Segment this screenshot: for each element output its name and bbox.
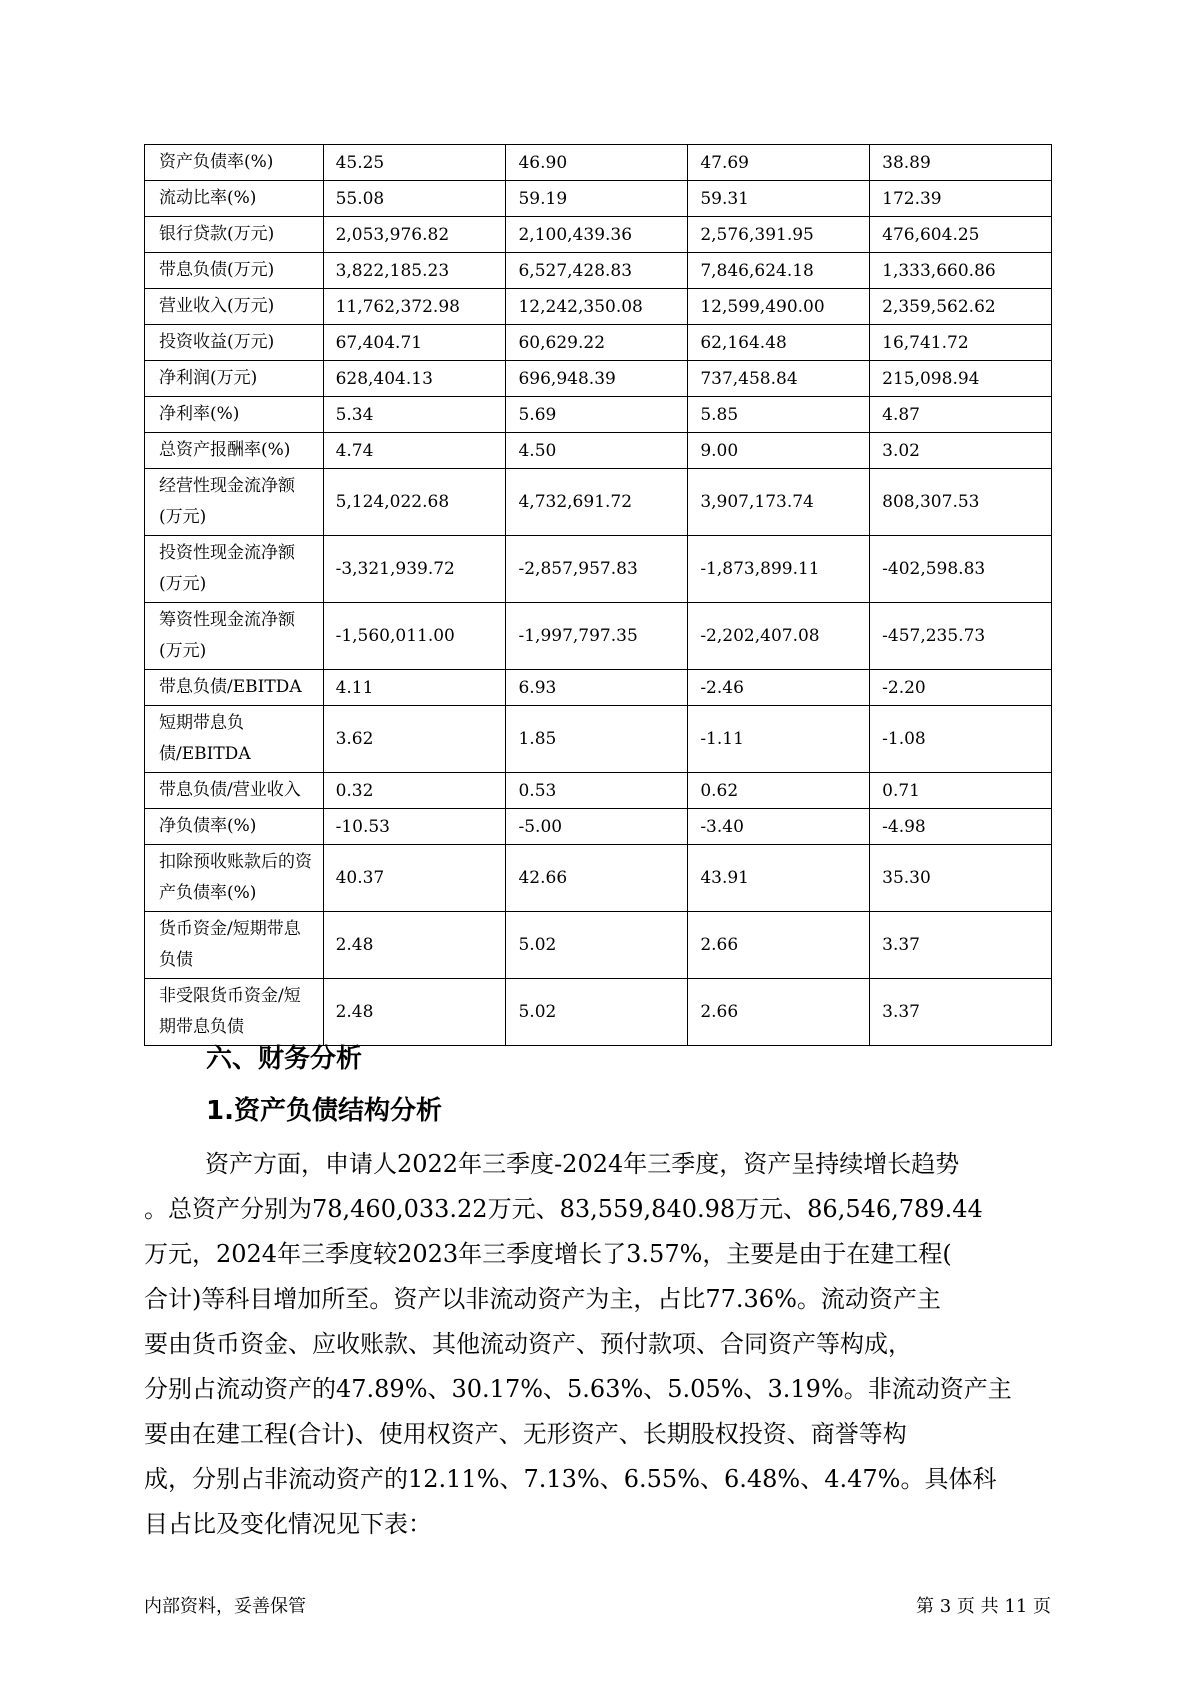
- value-cell: 16,741.72: [870, 325, 1052, 361]
- value-cell: -2.20: [870, 670, 1052, 706]
- table-row: [145, 809, 1052, 845]
- table-row: [145, 145, 1052, 181]
- value-cell: 6,527,428.83: [506, 253, 688, 289]
- value-cell: -1,873,899.11: [688, 536, 870, 603]
- value-cell: 5.85: [688, 397, 870, 433]
- table-row: [145, 361, 1052, 397]
- row-label-cell: 扣除预收账款后的资产负债率(%): [145, 845, 324, 912]
- row-label-cell: 投资性现金流净额(万元): [145, 536, 324, 603]
- value-cell: -457,235.73: [870, 603, 1052, 670]
- row-label-cell: 银行贷款(万元): [145, 217, 324, 253]
- value-cell: 0.62: [688, 773, 870, 809]
- table-row: [145, 603, 1052, 670]
- value-cell: 9.00: [688, 433, 870, 469]
- table-row: [145, 469, 1052, 536]
- value-cell: 4.50: [506, 433, 688, 469]
- value-cell: 172.39: [870, 181, 1052, 217]
- value-cell: -2.46: [688, 670, 870, 706]
- table-row: [145, 912, 1052, 979]
- value-cell: 2.48: [323, 912, 506, 979]
- value-cell: 476,604.25: [870, 217, 1052, 253]
- value-cell: 0.71: [870, 773, 1052, 809]
- table-row: [145, 325, 1052, 361]
- value-cell: 2.66: [688, 979, 870, 1046]
- paragraph-line: 要由在建工程(合计)、使用权资产、无形资产、长期股权投资、商誉等构: [144, 1420, 907, 1448]
- value-cell: 3.02: [870, 433, 1052, 469]
- table-row: [145, 397, 1052, 433]
- value-cell: 12,599,490.00: [688, 289, 870, 325]
- value-cell: 2,100,439.36: [506, 217, 688, 253]
- value-cell: 737,458.84: [688, 361, 870, 397]
- section-title: 六、财务分析: [206, 1044, 363, 1074]
- table-row: [145, 536, 1052, 603]
- value-cell: -1,560,011.00: [323, 603, 506, 670]
- row-label-cell: 资产负债率(%): [145, 145, 324, 181]
- paragraph-line: 要由货币资金、应收账款、其他流动资产、预付款项、合同资产等构成，: [144, 1330, 912, 1358]
- value-cell: 4,732,691.72: [506, 469, 688, 536]
- value-cell: 62,164.48: [688, 325, 870, 361]
- value-cell: 46.90: [506, 145, 688, 181]
- row-label-cell: 带息负债(万元): [145, 253, 324, 289]
- paragraph-line: 成，分别占非流动资产的12.11%、7.13%、6.55%、6.48%、4.47%。具体科: [144, 1465, 997, 1493]
- value-cell: 60,629.22: [506, 325, 688, 361]
- row-label-cell: 带息负债/营业收入: [145, 773, 324, 809]
- value-cell: 4.74: [323, 433, 506, 469]
- value-cell: 5.02: [506, 912, 688, 979]
- footer-page-number: 第 3 页 共 11 页: [916, 1596, 1051, 1617]
- value-cell: 42.66: [506, 845, 688, 912]
- table-row: [145, 217, 1052, 253]
- table-row: [145, 979, 1052, 1046]
- value-cell: 59.19: [506, 181, 688, 217]
- row-label-cell: 货币资金/短期带息负债: [145, 912, 324, 979]
- value-cell: -1.11: [688, 706, 870, 773]
- value-cell: -1,997,797.35: [506, 603, 688, 670]
- value-cell: 6.93: [506, 670, 688, 706]
- value-cell: 12,242,350.08: [506, 289, 688, 325]
- value-cell: 3,907,173.74: [688, 469, 870, 536]
- value-cell: 59.31: [688, 181, 870, 217]
- table-row: [145, 433, 1052, 469]
- value-cell: -10.53: [323, 809, 506, 845]
- value-cell: 696,948.39: [506, 361, 688, 397]
- value-cell: 808,307.53: [870, 469, 1052, 536]
- value-cell: 5,124,022.68: [323, 469, 506, 536]
- value-cell: -5.00: [506, 809, 688, 845]
- value-cell: 2.66: [688, 912, 870, 979]
- row-label-cell: 净负债率(%): [145, 809, 324, 845]
- value-cell: 2.48: [323, 979, 506, 1046]
- table-row: [145, 289, 1052, 325]
- value-cell: -2,857,957.83: [506, 536, 688, 603]
- value-cell: 67,404.71: [323, 325, 506, 361]
- asset-analysis-paragraph: [144, 1142, 1054, 1547]
- row-label-cell: 净利率(%): [145, 397, 324, 433]
- table-row: [145, 253, 1052, 289]
- paragraph-line: 万元，2024年三季度较2023年三季度增长了3.57%，主要是由于在建工程(: [144, 1240, 952, 1268]
- paragraph-line: 分别占流动资产的47.89%、30.17%、5.63%、5.05%、3.19%。非流动资产主: [144, 1375, 1012, 1403]
- value-cell: 4.87: [870, 397, 1052, 433]
- value-cell: 1.85: [506, 706, 688, 773]
- value-cell: -3.40: [688, 809, 870, 845]
- value-cell: 215,098.94: [870, 361, 1052, 397]
- paragraph-line: 合计)等科目增加所至。资产以非流动资产为主，占比77.36%。流动资产主: [144, 1285, 941, 1313]
- row-label-cell: 流动比率(%): [145, 181, 324, 217]
- value-cell: 2,359,562.62: [870, 289, 1052, 325]
- value-cell: 2,576,391.95: [688, 217, 870, 253]
- paragraph-line: 。总资产分别为78,460,033.22万元、83,559,840.98万元、86,546,789.44: [144, 1195, 983, 1223]
- value-cell: 5.69: [506, 397, 688, 433]
- table-row: [145, 181, 1052, 217]
- value-cell: 3,822,185.23: [323, 253, 506, 289]
- table-row: [145, 773, 1052, 809]
- row-label-cell: 净利润(万元): [145, 361, 324, 397]
- value-cell: 45.25: [323, 145, 506, 181]
- value-cell: 11,762,372.98: [323, 289, 506, 325]
- row-label-cell: 短期带息负债/EBITDA: [145, 706, 324, 773]
- row-label-cell: 经营性现金流净额(万元): [145, 469, 324, 536]
- financial-indicators-table: [144, 144, 1052, 1046]
- value-cell: 3.37: [870, 912, 1052, 979]
- value-cell: 55.08: [323, 181, 506, 217]
- value-cell: 5.34: [323, 397, 506, 433]
- subsection-title: 1.资产负债结构分析: [206, 1096, 442, 1126]
- value-cell: 47.69: [688, 145, 870, 181]
- table-row: [145, 670, 1052, 706]
- value-cell: 38.89: [870, 145, 1052, 181]
- value-cell: 0.32: [323, 773, 506, 809]
- value-cell: -4.98: [870, 809, 1052, 845]
- value-cell: 1,333,660.86: [870, 253, 1052, 289]
- value-cell: 0.53: [506, 773, 688, 809]
- value-cell: 5.02: [506, 979, 688, 1046]
- value-cell: 40.37: [323, 845, 506, 912]
- paragraph-line: 资产方面，申请人2022年三季度-2024年三季度，资产呈持续增长趋势: [205, 1150, 960, 1178]
- paragraph-line: 目占比及变化情况见下表：: [144, 1510, 432, 1538]
- value-cell: 3.62: [323, 706, 506, 773]
- row-label-cell: 营业收入(万元): [145, 289, 324, 325]
- table-row: [145, 845, 1052, 912]
- value-cell: 628,404.13: [323, 361, 506, 397]
- value-cell: 4.11: [323, 670, 506, 706]
- value-cell: 43.91: [688, 845, 870, 912]
- value-cell: -402,598.83: [870, 536, 1052, 603]
- value-cell: -2,202,407.08: [688, 603, 870, 670]
- value-cell: 7,846,624.18: [688, 253, 870, 289]
- value-cell: 35.30: [870, 845, 1052, 912]
- value-cell: 3.37: [870, 979, 1052, 1046]
- value-cell: 2,053,976.82: [323, 217, 506, 253]
- row-label-cell: 投资收益(万元): [145, 325, 324, 361]
- row-label-cell: 非受限货币资金/短期带息负债: [145, 979, 324, 1046]
- value-cell: -3,321,939.72: [323, 536, 506, 603]
- table-row: [145, 706, 1052, 773]
- row-label-cell: 筹资性现金流净额(万元): [145, 603, 324, 670]
- value-cell: -1.08: [870, 706, 1052, 773]
- footer-confidential-note: 内部资料，妥善保管: [144, 1596, 306, 1617]
- row-label-cell: 总资产报酬率(%): [145, 433, 324, 469]
- row-label-cell: 带息负债/EBITDA: [145, 670, 324, 706]
